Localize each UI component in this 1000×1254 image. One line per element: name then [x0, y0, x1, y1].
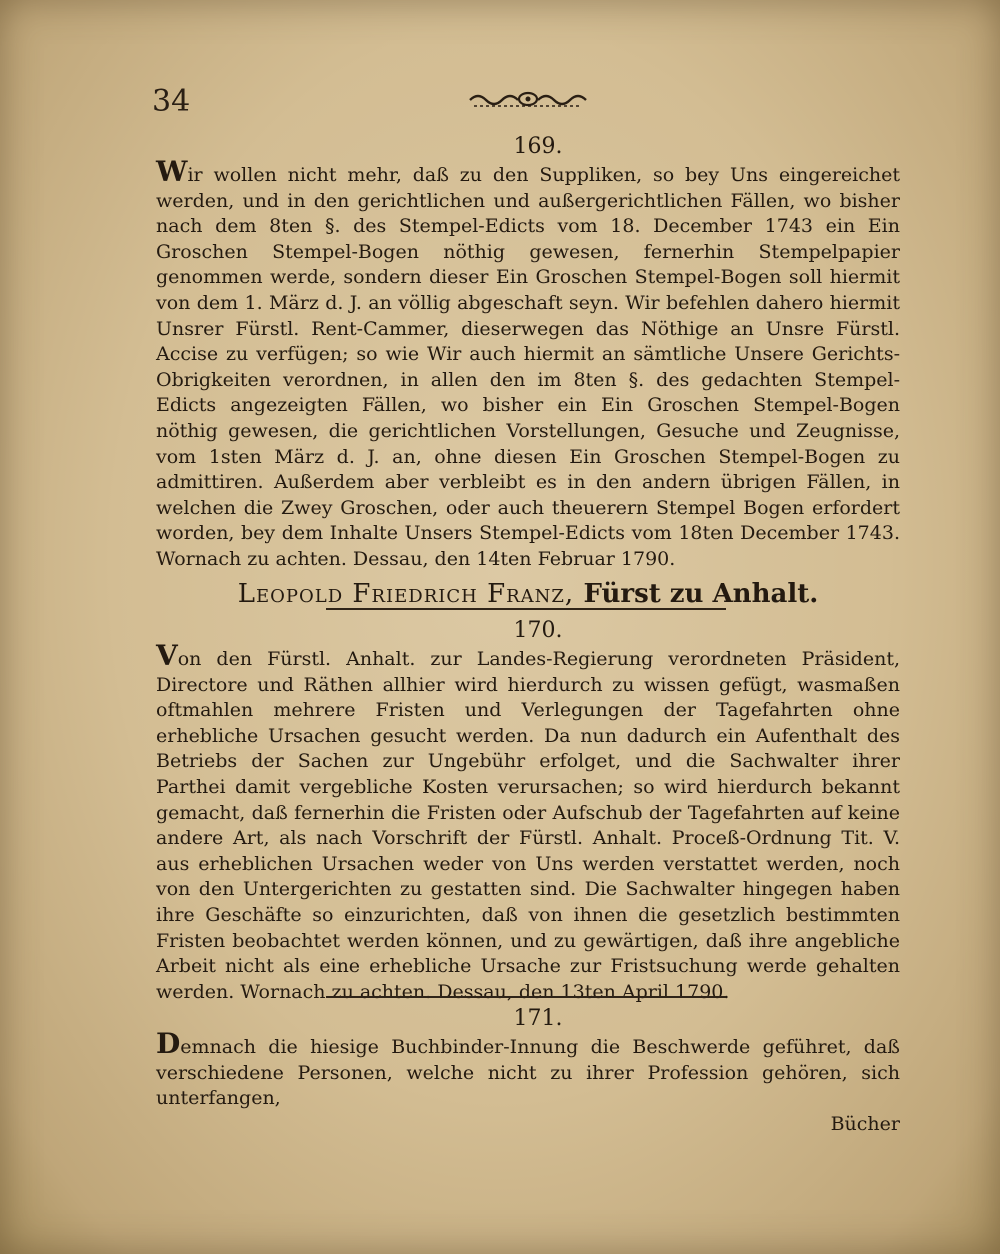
signature-title: Fürst zu Anhalt.	[583, 578, 819, 609]
section-number: 170.	[513, 618, 563, 643]
printers-ornament-icon	[468, 86, 588, 110]
section-body	[156, 155, 900, 573]
catchword: Bücher	[830, 1112, 900, 1135]
section-body	[156, 639, 900, 1005]
initial-letter: W	[156, 155, 188, 188]
section-divider	[326, 608, 726, 610]
section-169	[156, 132, 900, 611]
initial-letter: V	[156, 639, 178, 672]
signature	[156, 577, 900, 611]
section-number: 169.	[513, 134, 563, 159]
section-body	[156, 1027, 900, 1112]
section-number: 171.	[513, 1006, 563, 1031]
body-text: ir wollen nicht mehr, daß zu den Suppliken, so bey Uns eingereichet werden, und in den gerichtlichen und außergerichtlichen Fällen, wo bisher nach dem 8ten §. des Stempel-Edicts vom 18. December 1743 ein Ein Groschen Stempel-Bogen nöthig gewesen, fernerhin Stempelpapier genommen werde, sondern dieser Ein Groschen Stempel-Bogen soll hiermit von dem 1. März d. J. an völlig abgeschaft seyn. Wir befehlen dahero hiermit Unsrer Fürstl. Rent-Cammer, dieserwegen das Nöthige an Unsre Fürstl. Accise zu verfügen; so wie Wir auch hiermit an sämtliche Unsere Gerichts-Obrigkeiten verordnen, in allen den im 8ten §. des gedachten Stempel-Edicts angezeigten Fällen, wo bisher ein Ein Groschen Stempel-Bogen nöthig gewesen, die gerichtlichen Vorstellungen, Gesuche und Zeugnisse, vom 1sten März d. J. an, ohne diesen Ein Groschen Stempel-Bogen zu admittiren. Außerdem aber verbleibt es in den andern übrigen Fällen, in welchen die Zwey Groschen, oder auch theuerern Stempel Bogen erfordert worden, bey dem Inhalte Unsers Stempel-Edicts vom 18ten December 1743. Wornach zu achten. Dessau, den 14ten Februar 1790.	[156, 164, 900, 570]
initial-letter: D	[156, 1027, 181, 1060]
section-divider	[326, 996, 726, 998]
signature-name: Leopold Friedrich Franz,	[237, 578, 575, 609]
section-171	[156, 1004, 900, 1137]
body-text: emnach die hiesige Buchbinder-Innung die Beschwerde geführet, daß verschiedene Personen, welche nicht zu ihrer Profession gehören, sich unterfangen,	[156, 1036, 900, 1110]
section-170	[156, 616, 900, 1005]
body-text: on den Fürstl. Anhalt. zur Landes-Regierung verordneten Präsident, Directore und Räthen allhier wird hierdurch zu wissen gefügt, wasmaßen oftmahlen mehrere Fristen und Verlegungen der Tagefahrten ohne erhebliche Ursachen gesucht werden. Da nun dadurch ein Aufenthalt des Betriebs der Sachen zur Ungebühr erfolget, und die Sachwalter ihrer Parthei damit vergebliche Kosten verursachen; so wird hierdurch bekannt gemacht, daß fernerhin die Fristen oder Aufschub der Tagefahrten auf keine andere Art, als nach Vorschrift der Fürstl. Anhalt. Proceß-Ordnung Tit. V. aus erheblichen Ursachen weder von Uns werden verstattet werden, noch von den Untergerichten zu gestatten sind. Die Sachwalter hingegen haben ihre Geschäfte so einzurichten, daß von ihnen die gesetzlich bestimmten Fristen beobachtet werden können, und zu gewärtigen, daß ihre angebliche Arbeit nicht als eine erhebliche Ursache zur Fristsuchung werde gehalten werden. Wornach zu achten. Dessau, den 13ten April 1790.	[156, 648, 900, 1003]
page-number: 34	[152, 84, 191, 119]
page-header	[150, 84, 910, 124]
